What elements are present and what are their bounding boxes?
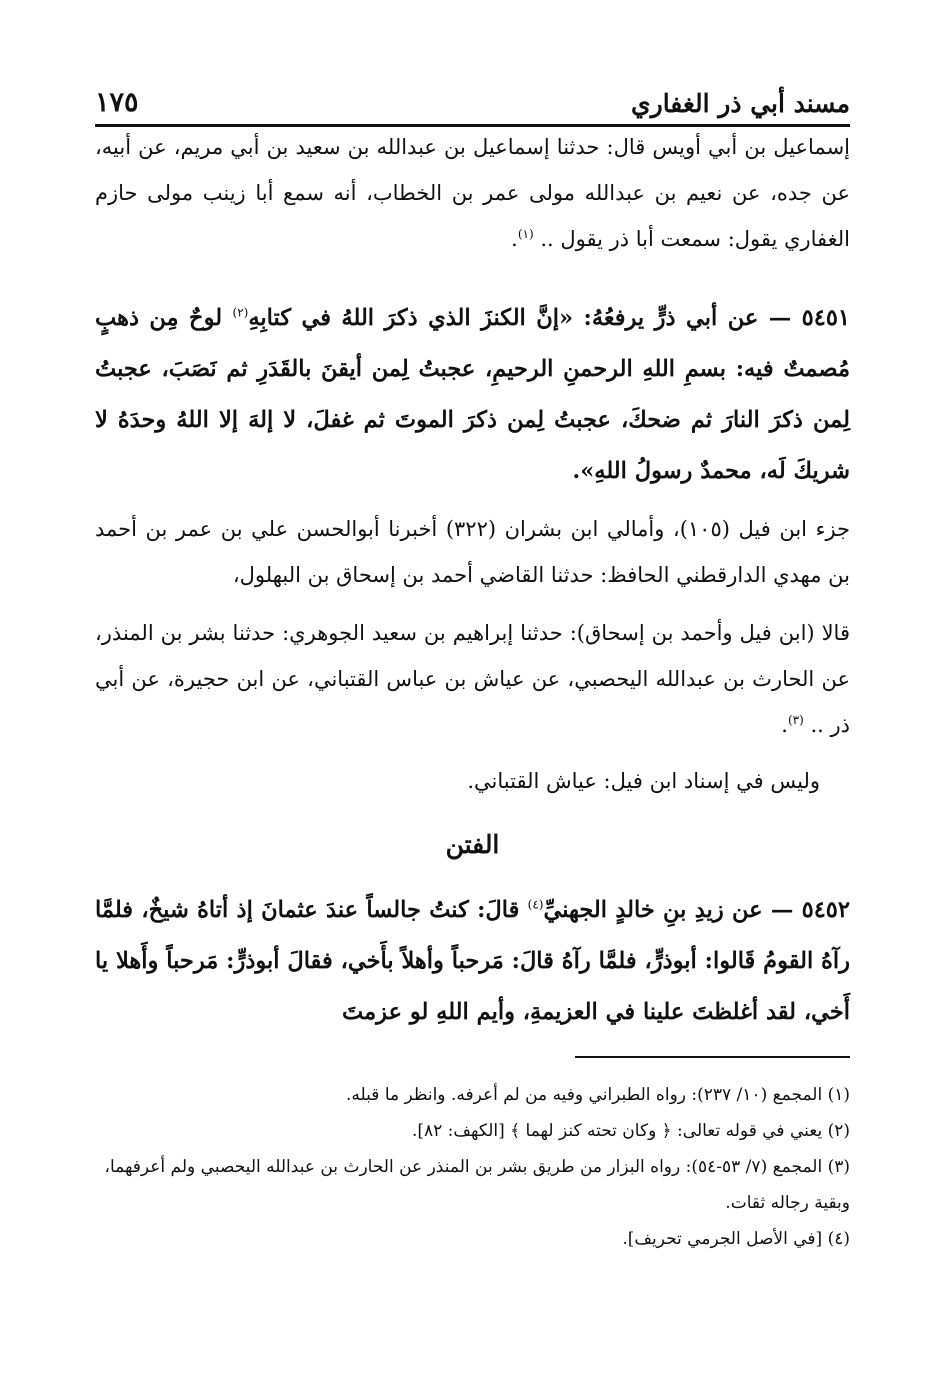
paragraph-text: قالا (ابن فيل وأحمد بن إسحاق): حدثنا إبراهيم بن سعيد الجوهري: حدثنا بشر بن المنذر، عن الحارث بن عبدالله اليحصبي، عن عياش بن عباس القتباني، عن ابن حجيرة، عن أبي ذر .. [95, 621, 850, 737]
page-number: ١٧٥ [95, 87, 139, 118]
footnote-4: (٤) [في الأصل الجرمي تحريف]. [622, 1229, 850, 1249]
footnotes [95, 1077, 850, 1257]
footnote-3: (٣) المجمع (٧/ ٥٣-٥٤): رواه البزار من طريق بشر بن المنذر عن الحارث بن عبدالله اليحصبي ولم أعرفهما، وبقية رجاله ثقات. [104, 1157, 850, 1213]
paragraph-isnad-1: إسماعيل بن أبي أويس قال: حدثنا إسماعيل بن عبدالله بن سعيد بن أبي مريم، عن أبيه، عن جده، عن نعيم بن عبدالله مولى عمر بن الخطاب، أنه سمع أبا زينب مولى حازم الغفاري يقول: سمعت أبا ذر يقول .. $^{(١)}$. [95, 135, 850, 251]
paragraph-text: جزء ابن فيل (١٠٥)، وأمالي ابن بشران (٣٢٢) أخبرنا أبوالحسن علي بن عمر بن أحمد بن مهدي الدارقطني الحافظ: حدثنا القاضي أحمد بن إسحاق بن البهلول، [95, 517, 851, 587]
hadith-text-end: قالَ: كنتُ جالساً عندَ عثمانَ إذ أتاهُ شيخٌ، فلمَّا رآهُ القومُ قَالوا: أبوذرٍّ، فلمَّا رآهُ قالَ: مَرحباً وأهلاً بأَخي، فقالَ أبوذرٍّ: مَرحباً وأَهلا يا أَخي، لقد أغلظتَ علينا في العزيمةِ، وأيم اللهِ لو عزمتَ [95, 897, 850, 1025]
footnote-ref-2: (٢) [232, 305, 249, 320]
hadith-5452 [95, 885, 850, 1038]
footnote-divider [575, 1056, 850, 1058]
hadith-text-end: لوحٌ مِن ذهبٍ مُصمتٌ فيه: بسمِ اللهِ الرحمنِ الرحيمِ، عجبتُ لِمن أيقنَ بالقَدَرِ ثم نَصَبَ، عجبتُ لِمن ذكرَ النارَ ثم ضحكَ، عجبتُ لِمن ذكرَ الموتَ ثم غفلَ، لا إلهَ إلا اللهُ وحدَهُ لا شريكَ لَه، محمدٌ رسولُ اللهِ». [95, 305, 850, 484]
hadith-text-start: ٥٤٥٢ — عن زيدِ بنِ خالدٍ الجهنيِّ [543, 897, 850, 923]
footnote-ref-3: (٣) [787, 713, 804, 727]
paragraph-sources [95, 506, 850, 598]
footnote-2: (٢) يعني في قوله تعالى: ﴿ وكان تحته كنز لهما ﴾ [الكهف: ٨٢]. [411, 1121, 850, 1141]
hadith-text-start: ٥٤٥١ — عن أبي ذرٍّ يرفعُهُ: «إنَّ الكنزَ الذي ذكرَ اللهُ في كتابِهِ [248, 305, 850, 331]
header-title: مسند أبي ذر الغفاري [631, 89, 850, 118]
footnote-1: (١) المجمع (١٠/ ٢٣٧): رواه الطبراني وفيه من لم أعرفه. وانظر ما قبله. [346, 1085, 850, 1105]
hadith-5451 [95, 293, 850, 497]
paragraph-text: وليس في إسناد ابن فيل: عياش القتباني. [467, 769, 820, 793]
paragraph-note [95, 758, 850, 804]
section-title: الفتن [445, 830, 500, 859]
running-header [95, 80, 850, 127]
paragraph-text: إسماعيل بن أبي أويس قال: حدثنا إسماعيل بن عبدالله بن سعيد بن أبي مريم، عن أبيه، عن جده، عن نعيم بن عبدالله مولى عمر بن الخطاب، أنه سمع أبا زينب مولى حازم الغفاري يقول: سمعت أبا ذر يقول .. [95, 135, 850, 251]
footnote-ref-1: (١) [517, 227, 534, 241]
footnote-ref-4: (٤) [527, 897, 544, 912]
paragraph-isnad-2: قالا (ابن فيل وأحمد بن إسحاق): حدثنا إبراهيم بن سعيد الجوهري: حدثنا بشر بن المنذر، عن الحارث بن عبدالله اليحصبي، عن عياش بن عباس القتباني، عن ابن حجيرة، عن أبي ذر .. $^{(٣)}$. [95, 621, 850, 737]
